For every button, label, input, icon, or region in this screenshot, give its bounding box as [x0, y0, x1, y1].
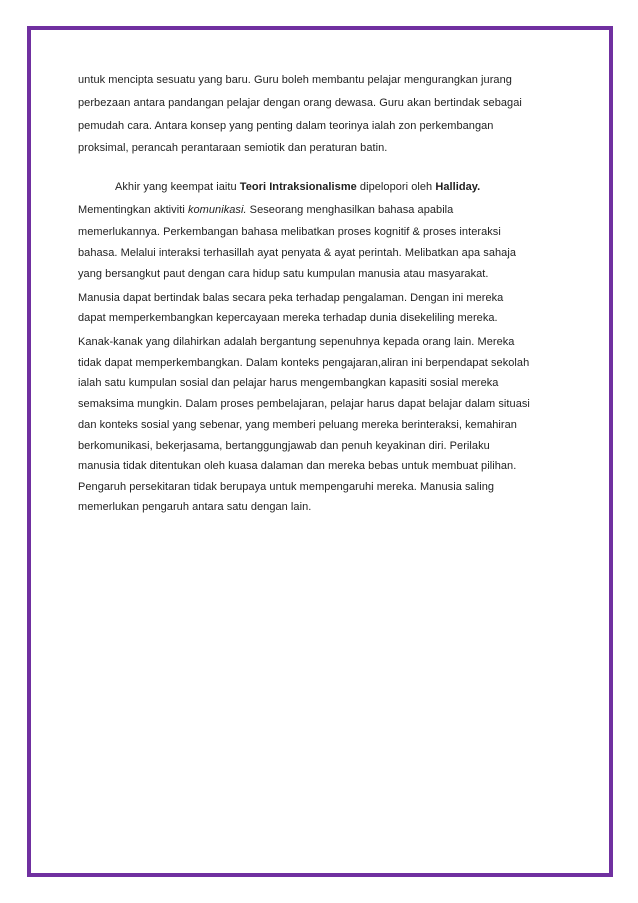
paragraph-4-line: berkomunikasi, bekerjasama, bertanggungjawab dan penuh keyakinan diri. Perilaku: [78, 440, 490, 452]
paragraph-2-line: [78, 203, 453, 217]
paragraph-3-line: Manusia dapat bertindak balas secara peka terhadap pengalaman. Dengan ini mereka: [78, 292, 504, 304]
paragraph-4-line: Pengaruh persekitaran tidak berupaya untuk mempengaruhi mereka. Manusia saling: [78, 481, 495, 493]
paragraph-1-line: proksimal, perancah perantaraan semiotik dan peraturan batin.: [78, 142, 388, 154]
paragraph-2-line: yang bersangkut paut dengan cara hidup satu kumpulan manusia atau masyarakat.: [78, 268, 489, 280]
paragraph-4-line: dan konteks sosial yang sebenar, yang memberi peluang mereka berinteraksi, kemahiran: [78, 419, 517, 431]
theory-name: Teori Intraksionalisme: [239, 181, 357, 193]
paragraph-1-line: pemudah cara. Antara konsep yang penting dalam teorinya ialah zon perkembangan: [78, 120, 494, 132]
paragraph-2-line: bahasa. Melalui interaksi terhasillah ayat penyata & ayat perintah. Melibatkan apa sahaja: [78, 247, 516, 259]
paragraph-1-line: perbezaan antara pandangan pelajar dengan orang dewasa. Guru akan bertindak sebagai: [78, 97, 522, 109]
line-text: Mementingkan aktiviti: [78, 204, 188, 216]
paragraph-3-line: dapat memperkembangkan kepercayaan mereka terhadap dunia disekeliling mereka.: [78, 312, 498, 324]
intro-text: Akhir yang keempat iaitu: [115, 181, 240, 193]
paragraph-4-line: ialah satu kumpulan sosial dan pelajar harus mengembangkan kapasiti sosial mereka: [78, 377, 499, 389]
paragraph-4-line: memerlukan pengaruh antara satu dengan lain.: [78, 501, 312, 513]
paragraph-1-line: untuk mencipta sesuatu yang baru. Guru boleh membantu pelajar mengurangkan jurang: [78, 74, 512, 86]
intro-text: dipelopori oleh: [356, 181, 436, 193]
paragraph-4-line: Kanak-kanak yang dilahirkan adalah bergantung sepenuhnya kepada orang lain. Mereka: [78, 336, 515, 348]
line-text: Seseorang menghasilkan bahasa apabila: [246, 204, 454, 216]
paragraph-2-line: memerlukannya. Perkembangan bahasa melibatkan proses kognitif & proses interaksi: [78, 226, 501, 238]
paragraph-2-intro: [115, 180, 480, 194]
paragraph-4-line: semaksima mungkin. Dalam proses pembelajaran, pelajar harus dapat belajar dalam situasi: [78, 398, 530, 410]
paragraph-4-line: manusia tidak ditentukan oleh kuasa dalaman dan mereka bebas untuk membuat pilihan.: [78, 460, 517, 472]
author-name: Halliday.: [435, 181, 481, 193]
paragraph-4-line: tidak dapat memperkembangkan. Dalam konteks pengajaran,aliran ini berpendapat sekolah: [78, 357, 530, 369]
emphasis-text: komunikasi.: [187, 204, 247, 216]
